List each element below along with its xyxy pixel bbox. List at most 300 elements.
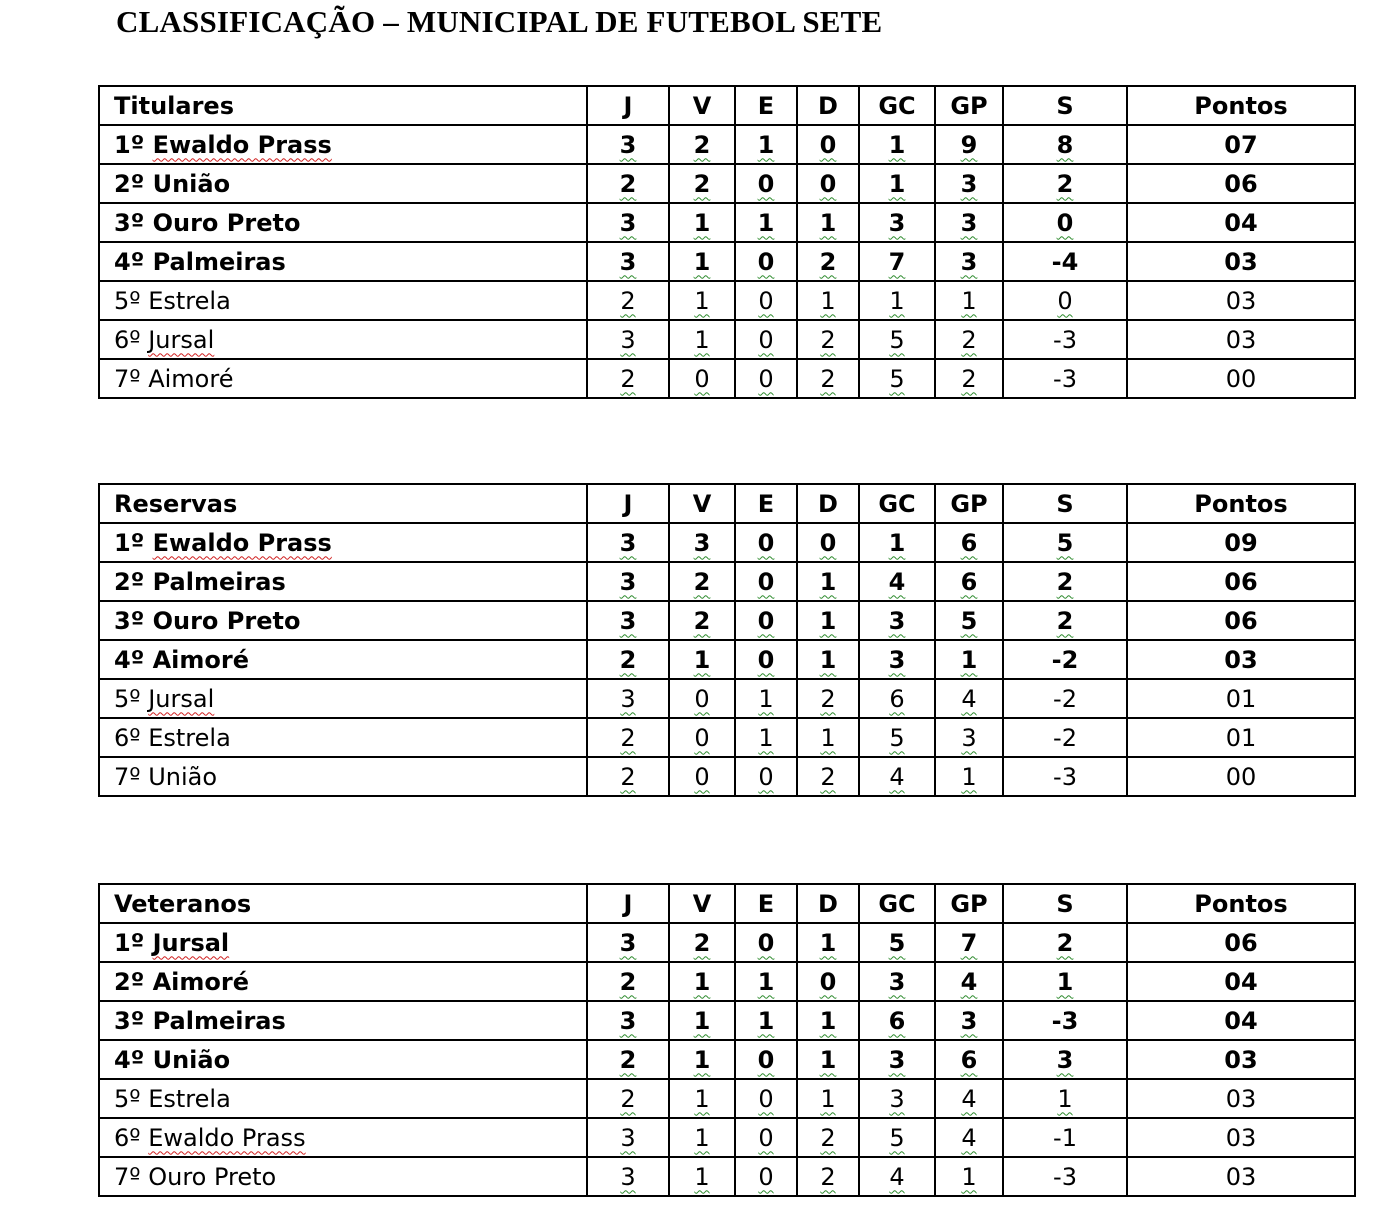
column-header-d: D <box>797 884 859 923</box>
team-name: Jursal <box>152 928 230 957</box>
stat-value: 1 <box>693 247 711 276</box>
stat-cell-s <box>1003 601 1127 640</box>
stat-value: 1 <box>757 130 775 159</box>
stat-cell-pontos <box>1127 757 1355 796</box>
page-title <box>116 4 882 40</box>
stat-cell-d <box>797 1079 859 1118</box>
stat-value: 0 <box>819 130 837 159</box>
column-header-s: S <box>1003 884 1127 923</box>
stat-value: 2 <box>619 645 637 674</box>
stat-value: 2 <box>693 567 711 596</box>
stat-value: 4 <box>961 1084 977 1113</box>
stat-value: 0 <box>819 528 837 557</box>
stat-value: 2 <box>619 1045 637 1074</box>
stat-value: 4 <box>888 567 906 596</box>
stat-cell-j <box>587 1040 669 1079</box>
stat-value: 1 <box>820 286 836 315</box>
stat-value: 1 <box>693 645 711 674</box>
stat-cell-d <box>797 320 859 359</box>
stat-cell-j <box>587 923 669 962</box>
stat-cell-gc <box>859 562 935 601</box>
stat-value: 2 <box>619 967 637 996</box>
stat-cell-v <box>669 962 735 1001</box>
stat-value: 2 <box>820 325 836 354</box>
stat-value: 0 <box>758 364 774 393</box>
stat-cell-pontos <box>1127 1157 1355 1196</box>
stat-cell-v <box>669 640 735 679</box>
stat-value: 04 <box>1224 1006 1258 1035</box>
stat-cell-v <box>669 718 735 757</box>
stat-value: 0 <box>757 928 775 957</box>
stat-cell-s <box>1003 281 1127 320</box>
stat-value: 2 <box>820 1162 836 1191</box>
stat-cell-gp <box>935 1157 1003 1196</box>
stat-value: 3 <box>1056 1045 1074 1074</box>
stat-value: 1 <box>888 130 906 159</box>
table-row <box>99 640 1355 679</box>
stat-cell-s <box>1003 203 1127 242</box>
stat-cell-gc <box>859 1118 935 1157</box>
column-header-v: V <box>669 484 735 523</box>
stat-value: 3 <box>619 130 637 159</box>
stat-cell-e <box>735 281 797 320</box>
stat-cell-pontos <box>1127 1118 1355 1157</box>
table-row <box>99 281 1355 320</box>
table-row <box>99 242 1355 281</box>
stat-cell-gp <box>935 962 1003 1001</box>
position-label: 3º <box>114 208 145 237</box>
column-header-s: S <box>1003 86 1127 125</box>
stat-value: 1 <box>757 1006 775 1035</box>
team-cell <box>99 562 587 601</box>
column-header-gp: GP <box>935 86 1003 125</box>
stat-cell-pontos <box>1127 1040 1355 1079</box>
stat-cell-s <box>1003 359 1127 398</box>
team-name: Ouro Preto <box>148 1162 277 1191</box>
stat-cell-e <box>735 679 797 718</box>
column-header-gp: GP <box>935 484 1003 523</box>
stat-cell-pontos <box>1127 718 1355 757</box>
stat-value: 3 <box>888 606 906 635</box>
stat-value: 03 <box>1224 1045 1258 1074</box>
position-label: 7º <box>114 364 141 393</box>
table-row <box>99 164 1355 203</box>
team-cell <box>99 203 587 242</box>
stat-value: 3 <box>620 684 636 713</box>
stat-cell-gc <box>859 281 935 320</box>
team-name: Ewaldo Prass <box>152 528 332 557</box>
stat-value: 5 <box>960 606 978 635</box>
stat-cell-pontos <box>1127 281 1355 320</box>
stat-value: 2 <box>1056 606 1074 635</box>
stat-value: 1 <box>819 1045 837 1074</box>
stat-value: 1 <box>757 208 775 237</box>
stat-cell-d <box>797 1040 859 1079</box>
stat-cell-e <box>735 1118 797 1157</box>
position-label: 3º <box>114 606 145 635</box>
stat-cell-pontos <box>1127 242 1355 281</box>
stat-cell-j <box>587 320 669 359</box>
stat-value: 1 <box>693 1006 711 1035</box>
column-header-gc: GC <box>859 86 935 125</box>
stat-cell-pontos <box>1127 1001 1355 1040</box>
stat-cell-d <box>797 523 859 562</box>
column-header-v: V <box>669 884 735 923</box>
stat-cell-d <box>797 1118 859 1157</box>
stat-cell-v <box>669 757 735 796</box>
stat-value: -3 <box>1053 325 1077 354</box>
stat-cell-s <box>1003 1157 1127 1196</box>
stat-cell-gp <box>935 523 1003 562</box>
stat-value: 04 <box>1224 967 1258 996</box>
stat-cell-v <box>669 164 735 203</box>
stat-cell-d <box>797 164 859 203</box>
stat-cell-gc <box>859 757 935 796</box>
stat-cell-e <box>735 164 797 203</box>
stat-value: 0 <box>1056 208 1074 237</box>
stat-value: 4 <box>889 1162 905 1191</box>
stat-cell-j <box>587 281 669 320</box>
stat-value: 1 <box>961 286 977 315</box>
stat-cell-v <box>669 923 735 962</box>
team-name: Estrela <box>148 1084 231 1113</box>
column-header-d: D <box>797 484 859 523</box>
team-name: Ouro Preto <box>152 606 301 635</box>
stat-value: 01 <box>1225 723 1257 752</box>
stat-value: 03 <box>1224 645 1258 674</box>
table-row <box>99 320 1355 359</box>
stat-value: 1 <box>694 1123 710 1152</box>
stat-value: 1 <box>694 1084 710 1113</box>
stat-value: 0 <box>819 169 837 198</box>
stat-value: 8 <box>1056 130 1074 159</box>
stat-value: 1 <box>820 723 836 752</box>
stat-value: 1 <box>888 169 906 198</box>
team-cell <box>99 601 587 640</box>
team-cell <box>99 1157 587 1196</box>
stat-value: 03 <box>1225 1084 1257 1113</box>
stat-value: 06 <box>1224 169 1258 198</box>
stat-cell-gc <box>859 1079 935 1118</box>
stat-cell-pontos <box>1127 203 1355 242</box>
stat-cell-e <box>735 562 797 601</box>
stat-cell-d <box>797 203 859 242</box>
stat-value: -3 <box>1053 1162 1077 1191</box>
stat-value: 06 <box>1224 928 1258 957</box>
stat-cell-j <box>587 523 669 562</box>
stat-cell-pontos <box>1127 164 1355 203</box>
stat-value: 0 <box>758 762 774 791</box>
stat-value: 0 <box>758 1123 774 1152</box>
stat-cell-gp <box>935 757 1003 796</box>
position-label: 2º <box>114 567 145 596</box>
column-header-j: J <box>587 884 669 923</box>
stat-value: 1 <box>758 684 774 713</box>
stat-value: 03 <box>1225 325 1257 354</box>
table-row <box>99 679 1355 718</box>
stat-value: 2 <box>961 325 977 354</box>
team-cell <box>99 523 587 562</box>
column-header-pontos: Pontos <box>1127 86 1355 125</box>
stat-value: 1 <box>819 567 837 596</box>
stat-value: 06 <box>1224 606 1258 635</box>
table-row <box>99 718 1355 757</box>
stat-value: 2 <box>1056 928 1074 957</box>
team-name: Estrela <box>148 723 231 752</box>
stat-cell-pontos <box>1127 640 1355 679</box>
team-cell <box>99 359 587 398</box>
stat-value: -1 <box>1053 1123 1077 1152</box>
stat-value: 04 <box>1224 208 1258 237</box>
stat-value: 5 <box>889 325 905 354</box>
stat-value: 07 <box>1224 130 1258 159</box>
stat-value: 5 <box>889 723 905 752</box>
column-header-j: J <box>587 86 669 125</box>
stat-value: 1 <box>819 928 837 957</box>
stat-value: 4 <box>960 967 978 996</box>
stat-value: 2 <box>620 1084 636 1113</box>
stat-cell-d <box>797 601 859 640</box>
stat-cell-s <box>1003 562 1127 601</box>
stat-value: 0 <box>758 325 774 354</box>
stat-cell-e <box>735 718 797 757</box>
table-row <box>99 1079 1355 1118</box>
stat-value: 1 <box>889 286 905 315</box>
stat-value: 2 <box>820 1123 836 1152</box>
stat-cell-j <box>587 679 669 718</box>
stat-value: 6 <box>960 567 978 596</box>
stat-value: 00 <box>1225 364 1257 393</box>
table-row <box>99 523 1355 562</box>
stat-cell-gc <box>859 320 935 359</box>
category-label: Veteranos <box>99 884 587 923</box>
stat-value: 2 <box>693 606 711 635</box>
table-reservas <box>98 483 1356 797</box>
stat-cell-v <box>669 1118 735 1157</box>
stat-cell-e <box>735 203 797 242</box>
stat-cell-j <box>587 1118 669 1157</box>
stat-cell-e <box>735 601 797 640</box>
stat-value: 0 <box>694 723 710 752</box>
team-cell <box>99 679 587 718</box>
stat-value: 3 <box>888 645 906 674</box>
stat-value: 1 <box>694 286 710 315</box>
stat-cell-d <box>797 359 859 398</box>
stat-cell-d <box>797 923 859 962</box>
team-name: Estrela <box>148 286 231 315</box>
stat-value: -2 <box>1053 723 1077 752</box>
table-row <box>99 757 1355 796</box>
position-label: 7º <box>114 1162 141 1191</box>
stat-value: 1 <box>819 1006 837 1035</box>
stat-cell-gp <box>935 359 1003 398</box>
table-header-row <box>99 86 1355 125</box>
stat-value: 1 <box>961 762 977 791</box>
team-name: Jursal <box>148 684 215 713</box>
stat-cell-gc <box>859 718 935 757</box>
stat-cell-j <box>587 562 669 601</box>
stat-value: -4 <box>1051 247 1079 276</box>
table-row <box>99 923 1355 962</box>
stat-cell-s <box>1003 242 1127 281</box>
stat-value: -2 <box>1051 645 1079 674</box>
stat-value: 2 <box>820 762 836 791</box>
position-label: 1º <box>114 928 145 957</box>
table-titulares <box>98 85 1356 399</box>
team-name: Aimoré <box>152 967 250 996</box>
stat-cell-gc <box>859 242 935 281</box>
stat-value: 0 <box>1057 286 1073 315</box>
stat-value: 1 <box>961 1162 977 1191</box>
stat-value: 01 <box>1225 684 1257 713</box>
position-label: 1º <box>114 528 145 557</box>
stat-cell-gc <box>859 962 935 1001</box>
stat-value: 0 <box>758 1162 774 1191</box>
stat-cell-d <box>797 242 859 281</box>
stat-value: 7 <box>888 247 906 276</box>
stat-value: 03 <box>1225 1162 1257 1191</box>
category-label: Reservas <box>99 484 587 523</box>
stat-cell-v <box>669 125 735 164</box>
stat-cell-v <box>669 1040 735 1079</box>
stat-cell-pontos <box>1127 1079 1355 1118</box>
stat-cell-gp <box>935 640 1003 679</box>
stat-value: 2 <box>620 286 636 315</box>
stat-cell-d <box>797 125 859 164</box>
stat-value: 06 <box>1224 567 1258 596</box>
column-header-s: S <box>1003 484 1127 523</box>
stat-cell-e <box>735 962 797 1001</box>
stat-value: -2 <box>1053 684 1077 713</box>
table-row <box>99 562 1355 601</box>
stat-value: 1 <box>693 967 711 996</box>
stat-value: 7 <box>960 928 978 957</box>
stat-value: 4 <box>961 1123 977 1152</box>
team-name: Aimoré <box>152 645 250 674</box>
position-label: 6º <box>114 1123 141 1152</box>
stat-value: 0 <box>757 645 775 674</box>
stat-cell-e <box>735 320 797 359</box>
stat-cell-gc <box>859 523 935 562</box>
stat-cell-gc <box>859 125 935 164</box>
stat-cell-pontos <box>1127 923 1355 962</box>
stat-cell-gc <box>859 1040 935 1079</box>
column-header-j: J <box>587 484 669 523</box>
stat-value: 3 <box>960 1006 978 1035</box>
stat-cell-gp <box>935 679 1003 718</box>
stat-value: 2 <box>620 723 636 752</box>
stat-cell-pontos <box>1127 562 1355 601</box>
stat-value: 0 <box>757 1045 775 1074</box>
stat-cell-d <box>797 718 859 757</box>
stat-value: 1 <box>819 645 837 674</box>
stat-cell-j <box>587 718 669 757</box>
stat-value: 2 <box>820 684 836 713</box>
stat-cell-s <box>1003 679 1127 718</box>
stat-cell-e <box>735 523 797 562</box>
position-label: 2º <box>114 169 145 198</box>
stat-value: 2 <box>1056 567 1074 596</box>
position-label: 6º <box>114 325 141 354</box>
position-label: 4º <box>114 247 145 276</box>
stat-value: 09 <box>1224 528 1258 557</box>
position-label: 7º <box>114 762 141 791</box>
team-name: Ewaldo Prass <box>148 1123 306 1152</box>
stat-cell-j <box>587 164 669 203</box>
stat-value: 2 <box>693 130 711 159</box>
column-header-pontos: Pontos <box>1127 884 1355 923</box>
stat-value: 1 <box>1057 1084 1073 1113</box>
stat-cell-v <box>669 601 735 640</box>
stat-value: -3 <box>1053 364 1077 393</box>
stat-cell-d <box>797 1001 859 1040</box>
stat-cell-gp <box>935 718 1003 757</box>
team-cell <box>99 125 587 164</box>
stat-value: 0 <box>757 567 775 596</box>
stat-cell-gp <box>935 281 1003 320</box>
category-label: Titulares <box>99 86 587 125</box>
column-header-gp: GP <box>935 884 1003 923</box>
stat-cell-v <box>669 281 735 320</box>
stat-value: 03 <box>1225 1123 1257 1152</box>
table-row <box>99 125 1355 164</box>
column-header-v: V <box>669 86 735 125</box>
stat-value: 3 <box>693 528 711 557</box>
stat-cell-gp <box>935 164 1003 203</box>
stat-cell-gp <box>935 1118 1003 1157</box>
stat-cell-v <box>669 1157 735 1196</box>
stat-value: 5 <box>889 1123 905 1152</box>
stat-cell-v <box>669 1001 735 1040</box>
stat-value: 1 <box>1056 967 1074 996</box>
stat-value: 3 <box>619 528 637 557</box>
stat-value: 9 <box>960 130 978 159</box>
stat-cell-d <box>797 1157 859 1196</box>
stat-cell-gp <box>935 923 1003 962</box>
stat-value: 4 <box>961 684 977 713</box>
stat-cell-j <box>587 640 669 679</box>
stat-cell-s <box>1003 1001 1127 1040</box>
stat-value: 1 <box>888 528 906 557</box>
stat-value: 0 <box>757 247 775 276</box>
stat-cell-s <box>1003 923 1127 962</box>
stat-cell-s <box>1003 164 1127 203</box>
table-row <box>99 1118 1355 1157</box>
position-label: 4º <box>114 1045 145 1074</box>
stat-cell-gc <box>859 601 935 640</box>
position-label: 5º <box>114 1084 141 1113</box>
stat-cell-gp <box>935 242 1003 281</box>
column-header-pontos: Pontos <box>1127 484 1355 523</box>
stat-value: 00 <box>1225 762 1257 791</box>
stat-value: -3 <box>1053 762 1077 791</box>
team-cell <box>99 242 587 281</box>
stat-cell-gc <box>859 1001 935 1040</box>
stat-cell-gc <box>859 203 935 242</box>
stat-cell-d <box>797 281 859 320</box>
stat-value: 3 <box>960 247 978 276</box>
stat-value: 3 <box>619 1006 637 1035</box>
stat-cell-j <box>587 962 669 1001</box>
stat-value: 1 <box>694 1162 710 1191</box>
stat-value: 0 <box>758 286 774 315</box>
stat-cell-d <box>797 640 859 679</box>
stat-cell-gp <box>935 203 1003 242</box>
team-cell <box>99 281 587 320</box>
stat-cell-j <box>587 757 669 796</box>
stat-cell-e <box>735 757 797 796</box>
team-cell <box>99 320 587 359</box>
